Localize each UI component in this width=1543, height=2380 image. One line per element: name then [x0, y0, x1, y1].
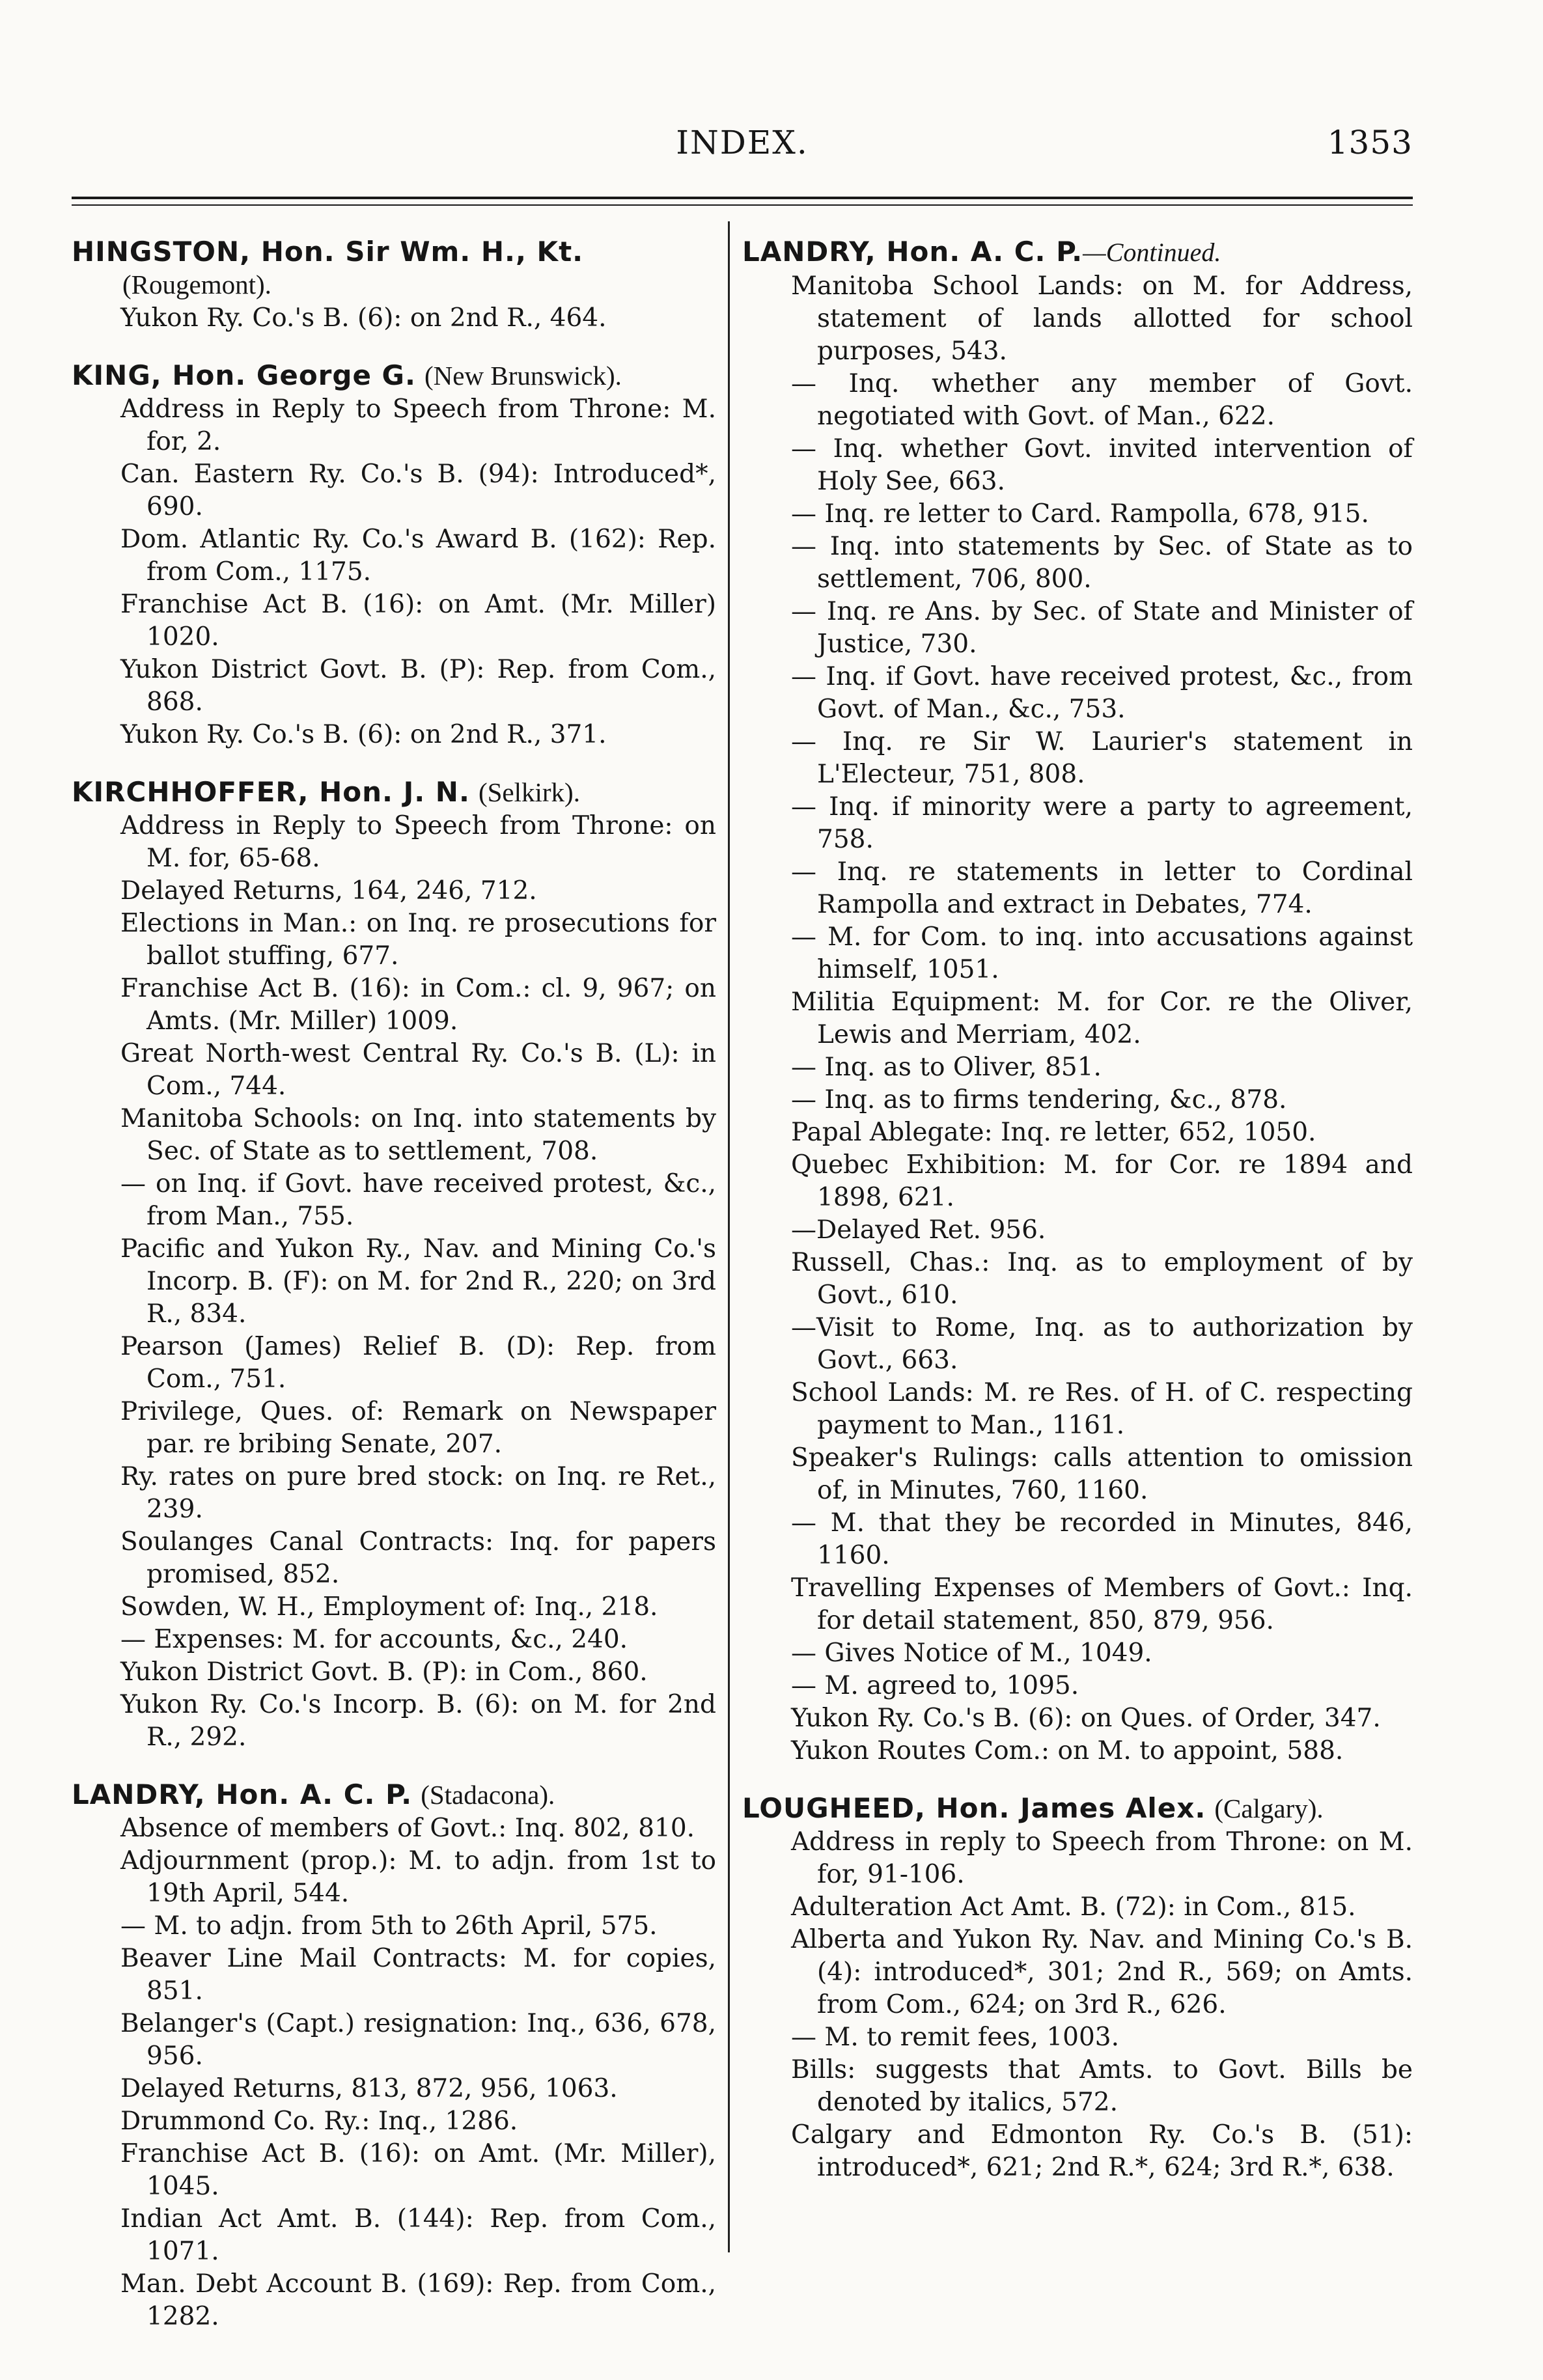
index-item: Sowden, W. H., Employment of: Inq., 218. — [120, 1592, 658, 1622]
entry-heading — [742, 1792, 1413, 1825]
page-header — [72, 111, 1413, 169]
index-item: Militia Equipment: M. for Cor. re the Oliver, Lewis and Merriam, 402. — [791, 988, 1413, 1049]
index-item: — Inq. as to Oliver, 851. — [791, 1053, 1102, 1082]
index-item: — Inq. re Sir W. Laurier's statement in L'Electeur, 751, 808. — [791, 727, 1413, 789]
senator-name: LANDRY, Hon. A. C. P. — [742, 236, 1083, 268]
riding-label: (Selkirk). — [478, 777, 580, 807]
index-item: — Inq. re Ans. by Sec. of State and Minister of Justice, 730. — [791, 597, 1413, 659]
index-item: — Expenses: M. for accounts, &c., 240. — [120, 1625, 628, 1654]
column-divider — [728, 221, 730, 2252]
index-item: Delayed Returns, 813, 872, 956, 1063. — [120, 2074, 618, 2103]
left-column — [72, 236, 716, 2333]
index-item: Quebec Exhibition: M. for Cor. re 1894 and 1898, 621. — [791, 1150, 1413, 1212]
senator-name: HINGSTON, Hon. Sir Wm. H., Kt. — [72, 236, 584, 268]
index-item: Address in reply to Speech from Throne: on M. for, 91-106. — [791, 1827, 1413, 1889]
index-item: — Inq. whether Govt. invited intervention of Holy See, 663. — [791, 434, 1413, 496]
index-entry — [72, 776, 716, 1754]
index-item: Adulteration Act Amt. B. (72): in Com., 815. — [791, 1892, 1356, 1922]
index-item: Drummond Co. Ry.: Inq., 1286. — [120, 2107, 518, 2136]
index-item: Yukon District Govt. B. (P): Rep. from Com., 868. — [120, 655, 716, 717]
index-item: Beaver Line Mail Contracts: M. for copies, 851. — [120, 1944, 716, 2006]
index-entry — [72, 359, 716, 751]
senator-name: LANDRY, Hon. A. C. P. — [72, 1778, 413, 1810]
index-item: — Gives Notice of M., 1049. — [791, 1639, 1152, 1668]
index-entry — [742, 236, 1413, 1767]
index-item: Man. Debt Account B. (169): Rep. from Com., 1282. — [120, 2269, 716, 2331]
entry-heading — [72, 236, 716, 301]
header-rule-thin — [72, 204, 1413, 206]
index-item: Absence of members of Govt.: Inq. 802, 810. — [120, 1814, 695, 1843]
index-item: — Inq. into statements by Sec. of State as to settlement, 706, 800. — [791, 532, 1413, 594]
continued-label: —Continued. — [1083, 238, 1221, 267]
entry-heading — [72, 776, 716, 809]
index-item: Address in Reply to Speech from Throne: on M. for, 65-68. — [120, 811, 716, 873]
index-item: Yukon Ry. Co.'s B. (6): on 2nd R., 371. — [120, 720, 607, 749]
index-item: Franchise Act B. (16): on Amt. (Mr. Miller) 1020. — [120, 590, 716, 652]
index-item: Adjournment (prop.): M. to adjn. from 1st to 19th April, 544. — [120, 1846, 716, 1908]
index-item: Elections in Man.: on Inq. re prosecutions for ballot stuffing, 677. — [120, 909, 716, 971]
index-item: — Inq. re statements in letter to Cordinal Rampolla and extract in Debates, 774. — [791, 857, 1413, 919]
index-item: Franchise Act B. (16): on Amt. (Mr. Miller), 1045. — [120, 2139, 716, 2201]
index-item: — M. that they be recorded in Minutes, 846, 1160. — [791, 1508, 1413, 1570]
running-title: INDEX. — [676, 124, 809, 161]
index-entry — [72, 236, 716, 335]
index-item: Ry. rates on pure bred stock: on Inq. re Ret., 239. — [120, 1462, 716, 1524]
index-item: Papal Ablegate: Inq. re letter, 652, 1050. — [791, 1118, 1316, 1147]
index-item: Yukon District Govt. B. (P): in Com., 860. — [120, 1657, 648, 1687]
index-item: —Delayed Ret. 956. — [791, 1215, 1046, 1245]
index-item: Belanger's (Capt.) resignation: Inq., 636, 678, 956. — [120, 2009, 716, 2071]
senator-name: LOUGHEED, Hon. James Alex. — [742, 1792, 1206, 1824]
riding-label: (Calgary). — [1214, 1793, 1324, 1823]
index-item: Bills: suggests that Amts. to Govt. Bills be denoted by italics, 572. — [791, 2055, 1413, 2117]
index-item: Can. Eastern Ry. Co.'s B. (94): Introduced*, 690. — [120, 460, 716, 521]
index-item: Address in Reply to Speech from Throne: M. for, 2. — [120, 394, 716, 456]
index-item: Manitoba School Lands: on M. for Address, statement of lands allotted for school purposes, 543. — [791, 271, 1413, 366]
index-item: Pearson (James) Relief B. (D): Rep. from Com., 751. — [120, 1332, 716, 1394]
entry-heading — [742, 236, 1413, 269]
index-item: Yukon Routes Com.: on M. to appoint, 588. — [791, 1736, 1344, 1765]
entry-heading — [72, 1778, 716, 1811]
index-item: — Inq. re letter to Card. Rampolla, 678, 915. — [791, 499, 1369, 529]
riding-label: (Rougemont). — [122, 270, 271, 299]
index-entry — [742, 1792, 1413, 2184]
index-item: Pacific and Yukon Ry., Nav. and Mining Co.'s Incorp. B. (F): on M. for 2nd R., 220; on 3rd R., 834. — [120, 1234, 716, 1329]
index-item: Alberta and Yukon Ry. Nav. and Mining Co.'s B. (4): introduced*, 301; 2nd R., 569; on Amts. from Com., 624; on 3rd R., 626. — [791, 1925, 1413, 2019]
index-item: — M. to adjn. from 5th to 26th April, 575. — [120, 1911, 658, 1941]
index-item: Indian Act Amt. B. (144): Rep. from Com., 1071. — [120, 2204, 716, 2266]
index-item: Franchise Act B. (16): in Com.: cl. 9, 967; on Amts. (Mr. Miller) 1009. — [120, 974, 716, 1036]
index-item: Privilege, Ques. of: Remark on Newspaper par. re bribing Senate, 207. — [120, 1397, 716, 1459]
index-item: Delayed Returns, 164, 246, 712. — [120, 876, 537, 906]
index-item: — M. for Com. to inq. into accusations against himself, 1051. — [791, 922, 1413, 984]
index-item: — Inq. as to firms tendering, &c., 878. — [791, 1085, 1287, 1114]
page-number: 1353 — [1327, 124, 1413, 161]
index-item: — M. to remit fees, 1003. — [791, 2023, 1119, 2052]
index-entry — [72, 1778, 716, 2333]
senator-name: KIRCHHOFFER, Hon. J. N. — [72, 776, 470, 808]
index-item: Yukon Ry. Co.'s Incorp. B. (6): on M. for 2nd R., 292. — [120, 1690, 716, 1752]
index-item: Speaker's Rulings: calls attention to omission of, in Minutes, 760, 1160. — [791, 1443, 1413, 1505]
index-item: —Visit to Rome, Inq. as to authorization by Govt., 663. — [791, 1313, 1413, 1375]
index-item: — Inq. whether any member of Govt. negotiated with Govt. of Man., 622. — [791, 369, 1413, 431]
right-column — [742, 236, 1413, 2184]
index-item: School Lands: M. re Res. of H. of C. respecting payment to Man., 1161. — [791, 1378, 1413, 1440]
index-item: Dom. Atlantic Ry. Co.'s Award B. (162): Rep. from Com., 1175. — [120, 525, 716, 587]
index-item: — Inq. if Govt. have received protest, &c., from Govt. of Man., &c., 753. — [791, 662, 1413, 724]
index-item: Russell, Chas.: Inq. as to employment of by Govt., 610. — [791, 1248, 1413, 1310]
riding-label: (New Brunswick). — [424, 361, 622, 391]
entry-heading — [72, 359, 716, 392]
index-item: Yukon Ry. Co.'s B. (6): on 2nd R., 464. — [120, 303, 607, 333]
index-item: Great North-west Central Ry. Co.'s B. (L): in Com., 744. — [120, 1039, 716, 1101]
index-item: — M. agreed to, 1095. — [791, 1671, 1079, 1700]
header-rule — [72, 197, 1413, 199]
riding-label: (Stadacona). — [421, 1780, 555, 1810]
index-item: Manitoba Schools: on Inq. into statements by Sec. of State as to settlement, 708. — [120, 1104, 716, 1166]
index-item: Calgary and Edmonton Ry. Co.'s B. (51): introduced*, 621; 2nd R.*, 624; 3rd R.*, 638. — [791, 2120, 1413, 2182]
senator-name: KING, Hon. George G. — [72, 359, 416, 391]
index-item: Soulanges Canal Contracts: Inq. for papers promised, 852. — [120, 1527, 716, 1589]
index-item: — on Inq. if Govt. have received protest, &c., from Man., 755. — [120, 1169, 716, 1231]
index-item: Yukon Ry. Co.'s B. (6): on Ques. of Order, 347. — [791, 1704, 1381, 1733]
index-item: Travelling Expenses of Members of Govt.: Inq. for detail statement, 850, 879, 956. — [791, 1573, 1413, 1635]
index-item: — Inq. if minority were a party to agreement, 758. — [791, 792, 1413, 854]
